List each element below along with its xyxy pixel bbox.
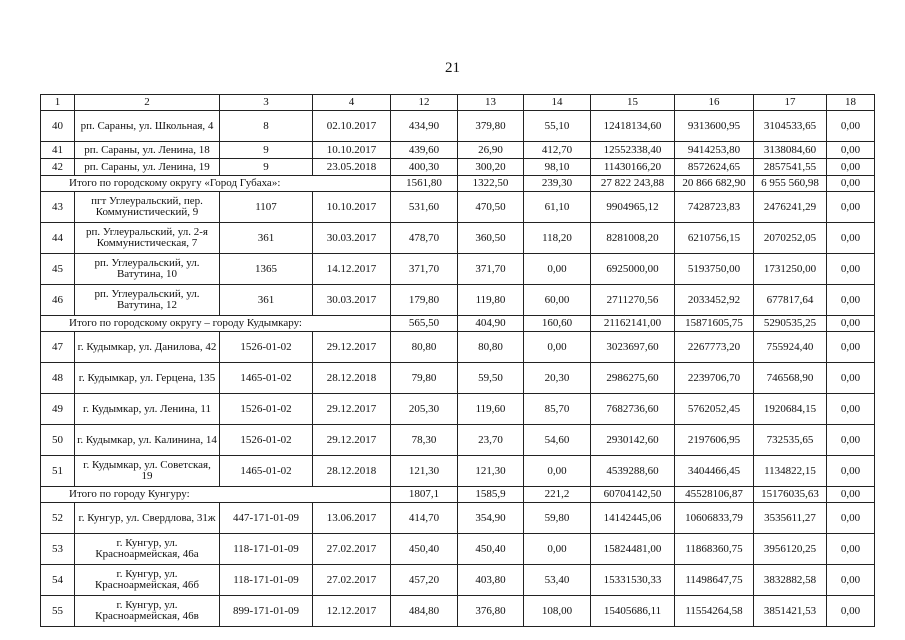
data-cell: 55,10: [524, 111, 591, 142]
subtotal-cell: 27 822 243,88: [591, 176, 675, 192]
data-cell: 13.06.2017: [313, 503, 391, 534]
subtotal-cell: 15176035,63: [754, 487, 827, 503]
data-cell: 1526-01-02: [220, 425, 313, 456]
data-cell: 108,00: [524, 596, 591, 627]
subtotal-cell: 1807,1: [391, 487, 458, 503]
subtotal-cell: 1322,50: [458, 176, 524, 192]
data-cell: 755924,40: [754, 332, 827, 363]
data-cell: 118-171-01-09: [220, 534, 313, 565]
data-cell: 434,90: [391, 111, 458, 142]
address-cell: г. Кунгур, ул. Красноармейская, 46б: [75, 565, 220, 596]
data-cell: 3851421,53: [754, 596, 827, 627]
subtotal-label: Итого по городскому округу «Город Губаха»:: [41, 176, 391, 192]
data-cell: 119,80: [458, 285, 524, 316]
data-cell: 376,80: [458, 596, 524, 627]
table-row: [41, 534, 875, 565]
data-cell: 9904965,12: [591, 192, 675, 223]
table-row: [41, 192, 875, 223]
data-cell: 414,70: [391, 503, 458, 534]
data-cell: 1465-01-02: [220, 363, 313, 394]
subtotal-row: [41, 176, 875, 192]
data-cell: 0,00: [827, 394, 875, 425]
data-cell: 02.10.2017: [313, 111, 391, 142]
data-cell: 677817,64: [754, 285, 827, 316]
row-number: 53: [41, 534, 75, 565]
data-cell: 179,80: [391, 285, 458, 316]
data-cell: 11430166,20: [591, 159, 675, 176]
data-cell: 80,80: [391, 332, 458, 363]
data-cell: 54,60: [524, 425, 591, 456]
data-cell: 23,70: [458, 425, 524, 456]
address-cell: рп. Сараны, ул. Ленина, 18: [75, 142, 220, 159]
address-cell: пгт Углеуральский, пер. Коммунистический, 9: [75, 192, 220, 223]
address-cell: рп. Сараны, ул. Ленина, 19: [75, 159, 220, 176]
table-row: [41, 363, 875, 394]
data-cell: 0,00: [524, 456, 591, 487]
data-cell: 457,20: [391, 565, 458, 596]
subtotal-cell: 0,00: [827, 176, 875, 192]
subtotal-cell: 404,90: [458, 316, 524, 332]
data-cell: 0,00: [827, 223, 875, 254]
column-header: 16: [675, 95, 754, 111]
data-cell: 1526-01-02: [220, 394, 313, 425]
column-header: 12: [391, 95, 458, 111]
row-number: 45: [41, 254, 75, 285]
address-cell: г. Кудымкар, ул. Калинина, 14: [75, 425, 220, 456]
data-cell: 361: [220, 285, 313, 316]
data-cell: 14142445,06: [591, 503, 675, 534]
data-cell: 484,80: [391, 596, 458, 627]
data-cell: 9: [220, 142, 313, 159]
data-cell: 0,00: [827, 503, 875, 534]
row-number: 49: [41, 394, 75, 425]
data-cell: 15331530,33: [591, 565, 675, 596]
data-cell: 118-171-01-09: [220, 565, 313, 596]
data-cell: 61,10: [524, 192, 591, 223]
address-cell: рп. Сараны, ул. Школьная, 4: [75, 111, 220, 142]
address-cell: рп. Углеуральский, ул. Ватутина, 10: [75, 254, 220, 285]
data-cell: 10.10.2017: [313, 142, 391, 159]
data-cell: 3535611,27: [754, 503, 827, 534]
column-header: 17: [754, 95, 827, 111]
row-number: 40: [41, 111, 75, 142]
data-cell: 23.05.2018: [313, 159, 391, 176]
data-cell: 0,00: [827, 285, 875, 316]
data-cell: 3138084,60: [754, 142, 827, 159]
subtotal-cell: 0,00: [827, 316, 875, 332]
data-cell: 7428723,83: [675, 192, 754, 223]
data-cell: 85,70: [524, 394, 591, 425]
data-cell: 10.10.2017: [313, 192, 391, 223]
data-cell: 2033452,92: [675, 285, 754, 316]
data-cell: 400,30: [391, 159, 458, 176]
page-number: 21: [445, 60, 460, 76]
address-cell: г. Кунгур, ул. Красноармейская, 46в: [75, 596, 220, 627]
data-cell: 371,70: [391, 254, 458, 285]
data-cell: 28.12.2018: [313, 363, 391, 394]
table-row: [41, 254, 875, 285]
data-cell: 2986275,60: [591, 363, 675, 394]
row-number: 48: [41, 363, 75, 394]
data-cell: 3832882,58: [754, 565, 827, 596]
subtotal-cell: 20 866 682,90: [675, 176, 754, 192]
data-cell: 1465-01-02: [220, 456, 313, 487]
row-number: 52: [41, 503, 75, 534]
data-cell: 2197606,95: [675, 425, 754, 456]
data-cell: 30.03.2017: [313, 223, 391, 254]
subtotal-cell: 15871605,75: [675, 316, 754, 332]
data-cell: 121,30: [391, 456, 458, 487]
data-cell: 2267773,20: [675, 332, 754, 363]
data-cell: 6210756,15: [675, 223, 754, 254]
data-cell: 450,40: [391, 534, 458, 565]
data-cell: 531,60: [391, 192, 458, 223]
data-cell: 7682736,60: [591, 394, 675, 425]
table-row: [41, 223, 875, 254]
data-cell: 2930142,60: [591, 425, 675, 456]
data-cell: 119,60: [458, 394, 524, 425]
table-row: [41, 111, 875, 142]
data-cell: 3956120,25: [754, 534, 827, 565]
subtotal-cell: 160,60: [524, 316, 591, 332]
data-cell: 478,70: [391, 223, 458, 254]
data-cell: 60,00: [524, 285, 591, 316]
table-row: [41, 565, 875, 596]
subtotal-cell: 21162141,00: [591, 316, 675, 332]
subtotal-cell: 221,2: [524, 487, 591, 503]
data-cell: 379,80: [458, 111, 524, 142]
data-cell: 14.12.2017: [313, 254, 391, 285]
data-cell: 0,00: [827, 192, 875, 223]
data-cell: 354,90: [458, 503, 524, 534]
subtotal-cell: 1561,80: [391, 176, 458, 192]
column-header: 2: [75, 95, 220, 111]
data-cell: 12552338,40: [591, 142, 675, 159]
data-cell: 0,00: [827, 254, 875, 285]
data-cell: 403,80: [458, 565, 524, 596]
data-cell: 0,00: [524, 534, 591, 565]
table-row: [41, 159, 875, 176]
data-cell: 15405686,11: [591, 596, 675, 627]
data-cell: 27.02.2017: [313, 534, 391, 565]
table-row: [41, 596, 875, 627]
data-cell: 0,00: [524, 254, 591, 285]
data-cell: 78,30: [391, 425, 458, 456]
data-cell: 11868360,75: [675, 534, 754, 565]
data-cell: 29.12.2017: [313, 394, 391, 425]
subtotal-cell: 239,30: [524, 176, 591, 192]
data-cell: 1107: [220, 192, 313, 223]
row-number: 55: [41, 596, 75, 627]
data-cell: 98,10: [524, 159, 591, 176]
data-cell: 746568,90: [754, 363, 827, 394]
data-cell: 9414253,80: [675, 142, 754, 159]
registry-table: [40, 94, 875, 627]
address-cell: рп. Углеуральский, ул. Ватутина, 12: [75, 285, 220, 316]
data-cell: 2476241,29: [754, 192, 827, 223]
data-cell: 9: [220, 159, 313, 176]
data-cell: 0,00: [827, 565, 875, 596]
address-cell: г. Кудымкар, ул. Данилова, 42: [75, 332, 220, 363]
subtotal-cell: 6 955 560,98: [754, 176, 827, 192]
subtotal-label: Итого по городскому округу – городу Кудымкару:: [41, 316, 391, 332]
data-cell: 29.12.2017: [313, 425, 391, 456]
data-cell: 59,80: [524, 503, 591, 534]
row-number: 47: [41, 332, 75, 363]
row-number: 51: [41, 456, 75, 487]
data-cell: 1134822,15: [754, 456, 827, 487]
data-cell: 1731250,00: [754, 254, 827, 285]
data-cell: 6925000,00: [591, 254, 675, 285]
table-row: [41, 456, 875, 487]
subtotal-cell: 0,00: [827, 487, 875, 503]
data-cell: 0,00: [524, 332, 591, 363]
data-cell: 732535,65: [754, 425, 827, 456]
data-cell: 29.12.2017: [313, 332, 391, 363]
data-cell: 450,40: [458, 534, 524, 565]
data-cell: 2070252,05: [754, 223, 827, 254]
subtotal-label: Итого по городу Кунгуру:: [41, 487, 391, 503]
data-cell: 2239706,70: [675, 363, 754, 394]
data-cell: 3404466,45: [675, 456, 754, 487]
data-cell: 300,20: [458, 159, 524, 176]
table-row: [41, 394, 875, 425]
data-cell: 4539288,60: [591, 456, 675, 487]
data-cell: 53,40: [524, 565, 591, 596]
column-header: 4: [313, 95, 391, 111]
data-cell: 80,80: [458, 332, 524, 363]
table-body: [41, 95, 875, 627]
address-cell: рп. Углеуральский, ул. 2-я Коммунистическая, 7: [75, 223, 220, 254]
data-cell: 9313600,95: [675, 111, 754, 142]
subtotal-cell: 1585,9: [458, 487, 524, 503]
data-cell: 205,30: [391, 394, 458, 425]
data-cell: 0,00: [827, 363, 875, 394]
row-number: 42: [41, 159, 75, 176]
data-cell: 30.03.2017: [313, 285, 391, 316]
column-header: 15: [591, 95, 675, 111]
data-cell: 0,00: [827, 111, 875, 142]
data-cell: 447-171-01-09: [220, 503, 313, 534]
data-cell: 15824481,00: [591, 534, 675, 565]
data-cell: 5193750,00: [675, 254, 754, 285]
data-cell: 8281008,20: [591, 223, 675, 254]
data-cell: 1365: [220, 254, 313, 285]
table-row: [41, 142, 875, 159]
row-number: 41: [41, 142, 75, 159]
subtotal-cell: 5290535,25: [754, 316, 827, 332]
data-cell: 79,80: [391, 363, 458, 394]
data-cell: 3023697,60: [591, 332, 675, 363]
data-cell: 27.02.2017: [313, 565, 391, 596]
header-row: [41, 95, 875, 111]
row-number: 43: [41, 192, 75, 223]
data-cell: 0,00: [827, 159, 875, 176]
subtotal-cell: 45528106,87: [675, 487, 754, 503]
data-cell: 2711270,56: [591, 285, 675, 316]
data-cell: 0,00: [827, 142, 875, 159]
table-row: [41, 425, 875, 456]
column-header: 13: [458, 95, 524, 111]
data-cell: 1526-01-02: [220, 332, 313, 363]
data-cell: 11554264,58: [675, 596, 754, 627]
data-cell: 26,90: [458, 142, 524, 159]
data-cell: 361: [220, 223, 313, 254]
column-header: 1: [41, 95, 75, 111]
column-header: 3: [220, 95, 313, 111]
row-number: 50: [41, 425, 75, 456]
table-row: [41, 503, 875, 534]
data-cell: 28.12.2018: [313, 456, 391, 487]
subtotal-row: [41, 316, 875, 332]
data-cell: 12418134,60: [591, 111, 675, 142]
data-cell: 59,50: [458, 363, 524, 394]
column-header: 14: [524, 95, 591, 111]
data-cell: 11498647,75: [675, 565, 754, 596]
address-cell: г. Кудымкар, ул. Герцена, 135: [75, 363, 220, 394]
data-cell: 20,30: [524, 363, 591, 394]
table-row: [41, 285, 875, 316]
data-cell: 412,70: [524, 142, 591, 159]
address-cell: г. Кудымкар, ул. Ленина, 11: [75, 394, 220, 425]
data-cell: 1920684,15: [754, 394, 827, 425]
data-cell: 0,00: [827, 534, 875, 565]
row-number: 54: [41, 565, 75, 596]
data-cell: 5762052,45: [675, 394, 754, 425]
data-cell: 2857541,55: [754, 159, 827, 176]
address-cell: г. Кунгур, ул. Свердлова, 31ж: [75, 503, 220, 534]
subtotal-row: [41, 487, 875, 503]
data-cell: 360,50: [458, 223, 524, 254]
data-cell: 470,50: [458, 192, 524, 223]
address-cell: г. Кунгур, ул. Красноармейская, 46а: [75, 534, 220, 565]
data-cell: 439,60: [391, 142, 458, 159]
row-number: 46: [41, 285, 75, 316]
column-header: 18: [827, 95, 875, 111]
data-cell: 0,00: [827, 456, 875, 487]
row-number: 44: [41, 223, 75, 254]
data-cell: 118,20: [524, 223, 591, 254]
subtotal-cell: 60704142,50: [591, 487, 675, 503]
data-cell: 8572624,65: [675, 159, 754, 176]
data-cell: 12.12.2017: [313, 596, 391, 627]
address-cell: г. Кудымкар, ул. Советская, 19: [75, 456, 220, 487]
data-cell: 899-171-01-09: [220, 596, 313, 627]
data-cell: 10606833,79: [675, 503, 754, 534]
data-cell: 121,30: [458, 456, 524, 487]
table-row: [41, 332, 875, 363]
data-cell: 371,70: [458, 254, 524, 285]
data-cell: 8: [220, 111, 313, 142]
data-cell: 0,00: [827, 332, 875, 363]
data-cell: 3104533,65: [754, 111, 827, 142]
data-cell: 0,00: [827, 596, 875, 627]
data-cell: 0,00: [827, 425, 875, 456]
subtotal-cell: 565,50: [391, 316, 458, 332]
